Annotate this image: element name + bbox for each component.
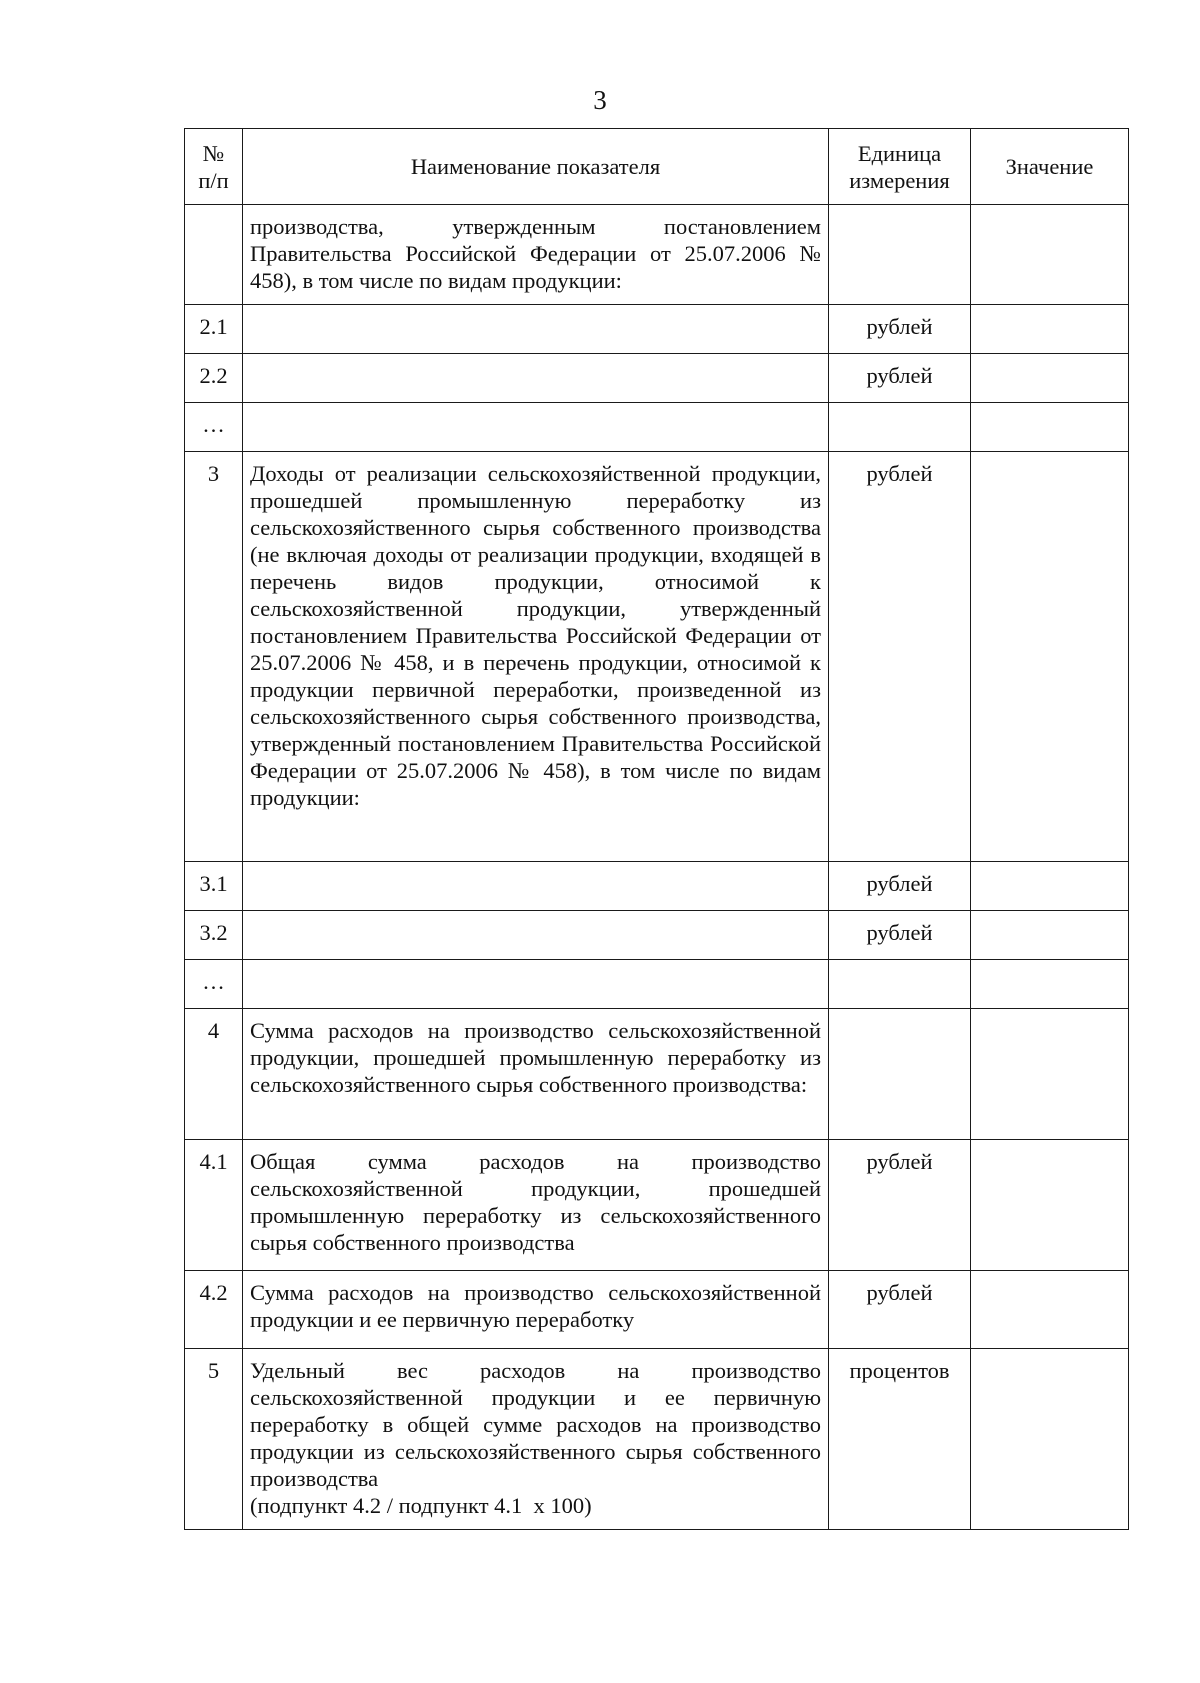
- row-indicator-name: Удельный вес расходов на производство сельскохозяйственной продукции и ее первичную переработку в общей сумме расходов на производство продукции из сельскохозяйственного сырья собственного производства: [250, 1358, 821, 1491]
- row-value: [971, 862, 1129, 911]
- table-row: [185, 354, 1129, 403]
- row-value: [971, 305, 1129, 354]
- row-indicator-name: Сумма расходов на производство сельскохозяйственной продукции и ее первичную переработку: [243, 1271, 829, 1349]
- table-row: [185, 403, 1129, 452]
- row-number: [185, 205, 243, 305]
- row-indicator-name: Сумма расходов на производство сельскохозяйственной продукции, прошедшей промышленную переработку из сельскохозяйственного сырья собственного производства:: [243, 1009, 829, 1140]
- row-unit: рублей: [829, 354, 971, 403]
- row-value: [971, 1349, 1129, 1530]
- row-number: 3.2: [185, 911, 243, 960]
- row-unit: рублей: [829, 862, 971, 911]
- table-row: [185, 452, 1129, 862]
- row-number: 3.1: [185, 862, 243, 911]
- table-row: [185, 1271, 1129, 1349]
- table-row: [185, 1349, 1129, 1530]
- row-value: [971, 1009, 1129, 1140]
- row-number: …: [185, 403, 243, 452]
- table-row: [185, 1009, 1129, 1140]
- table-row: [185, 960, 1129, 1009]
- row-number: 4: [185, 1009, 243, 1140]
- row-unit: процентов: [829, 1349, 971, 1530]
- table-row: [185, 1140, 1129, 1271]
- row-unit: [829, 403, 971, 452]
- table-row: [185, 205, 1129, 305]
- row-unit: рублей: [829, 1271, 971, 1349]
- row-indicator-name: [243, 305, 829, 354]
- row-indicator-name: [243, 403, 829, 452]
- header-unit-line1: Единица: [857, 140, 942, 166]
- page-number: 3: [593, 85, 607, 115]
- row-indicator-cell: [243, 1349, 829, 1530]
- row-unit: рублей: [829, 1140, 971, 1271]
- row-value: [971, 1271, 1129, 1349]
- header-unit-line2: измерения: [849, 167, 950, 193]
- row-unit: рублей: [829, 305, 971, 354]
- row-indicator-name: [243, 354, 829, 403]
- row-number: 2.1: [185, 305, 243, 354]
- row-number: 4.1: [185, 1140, 243, 1271]
- table-row: [185, 862, 1129, 911]
- row-indicator-name: Доходы от реализации сельскохозяйственной продукции, прошедшей промышленную переработку из сельскохозяйственного сырья собственного производства (не включая доходы от реализации продукции, входящей в перечень видов продукции, относимой к сельскохозяйственной продукции, утвержденный постановлением Правительства Российской Федерации от 25.07.2006 № 458, и в перечень продукции, относимой к продукции первичной переработки, произведенной из сельскохозяйственного сырья собственного производства, утвержденный постановлением Правительства Российской Федерации от 25.07.2006 № 458), в том числе по видам продукции:: [243, 452, 829, 862]
- table-row: [185, 911, 1129, 960]
- row-number: 4.2: [185, 1271, 243, 1349]
- row-unit: [829, 960, 971, 1009]
- header-number: [185, 129, 243, 205]
- row-number: 3: [185, 452, 243, 862]
- row-indicator-name: [243, 862, 829, 911]
- header-number-symbol: №: [202, 140, 225, 166]
- row-value: [971, 403, 1129, 452]
- row-value: [971, 205, 1129, 305]
- row-number: 2.2: [185, 354, 243, 403]
- row-number: 5: [185, 1349, 243, 1530]
- row-indicator-name: [243, 960, 829, 1009]
- row-unit: рублей: [829, 911, 971, 960]
- indicators-table: [184, 128, 1129, 1530]
- row-indicator-formula: (подпункт 4.2 / подпункт 4.1 x 100): [250, 1493, 592, 1518]
- row-indicator-name: Общая сумма расходов на производство сельскохозяйственной продукции, прошедшей промышленную переработку из сельскохозяйственного сырья собственного производства: [243, 1140, 829, 1271]
- table-row: [185, 305, 1129, 354]
- row-indicator-name: [243, 911, 829, 960]
- row-number: …: [185, 960, 243, 1009]
- header-number-abbr: п/п: [198, 167, 229, 193]
- row-unit: [829, 205, 971, 305]
- row-value: [971, 960, 1129, 1009]
- table-header-row: [185, 129, 1129, 205]
- row-value: [971, 911, 1129, 960]
- row-unit: рублей: [829, 452, 971, 862]
- row-value: [971, 1140, 1129, 1271]
- row-unit: [829, 1009, 971, 1140]
- row-value: [971, 452, 1129, 862]
- row-value: [971, 354, 1129, 403]
- row-indicator-name: производства, утвержденным постановлением Правительства Российской Федерации от 25.07.2006 № 458), в том числе по видам продукции:: [243, 205, 829, 305]
- header-unit: [829, 129, 971, 205]
- header-indicator-name: Наименование показателя: [243, 129, 829, 205]
- header-value: Значение: [971, 129, 1129, 205]
